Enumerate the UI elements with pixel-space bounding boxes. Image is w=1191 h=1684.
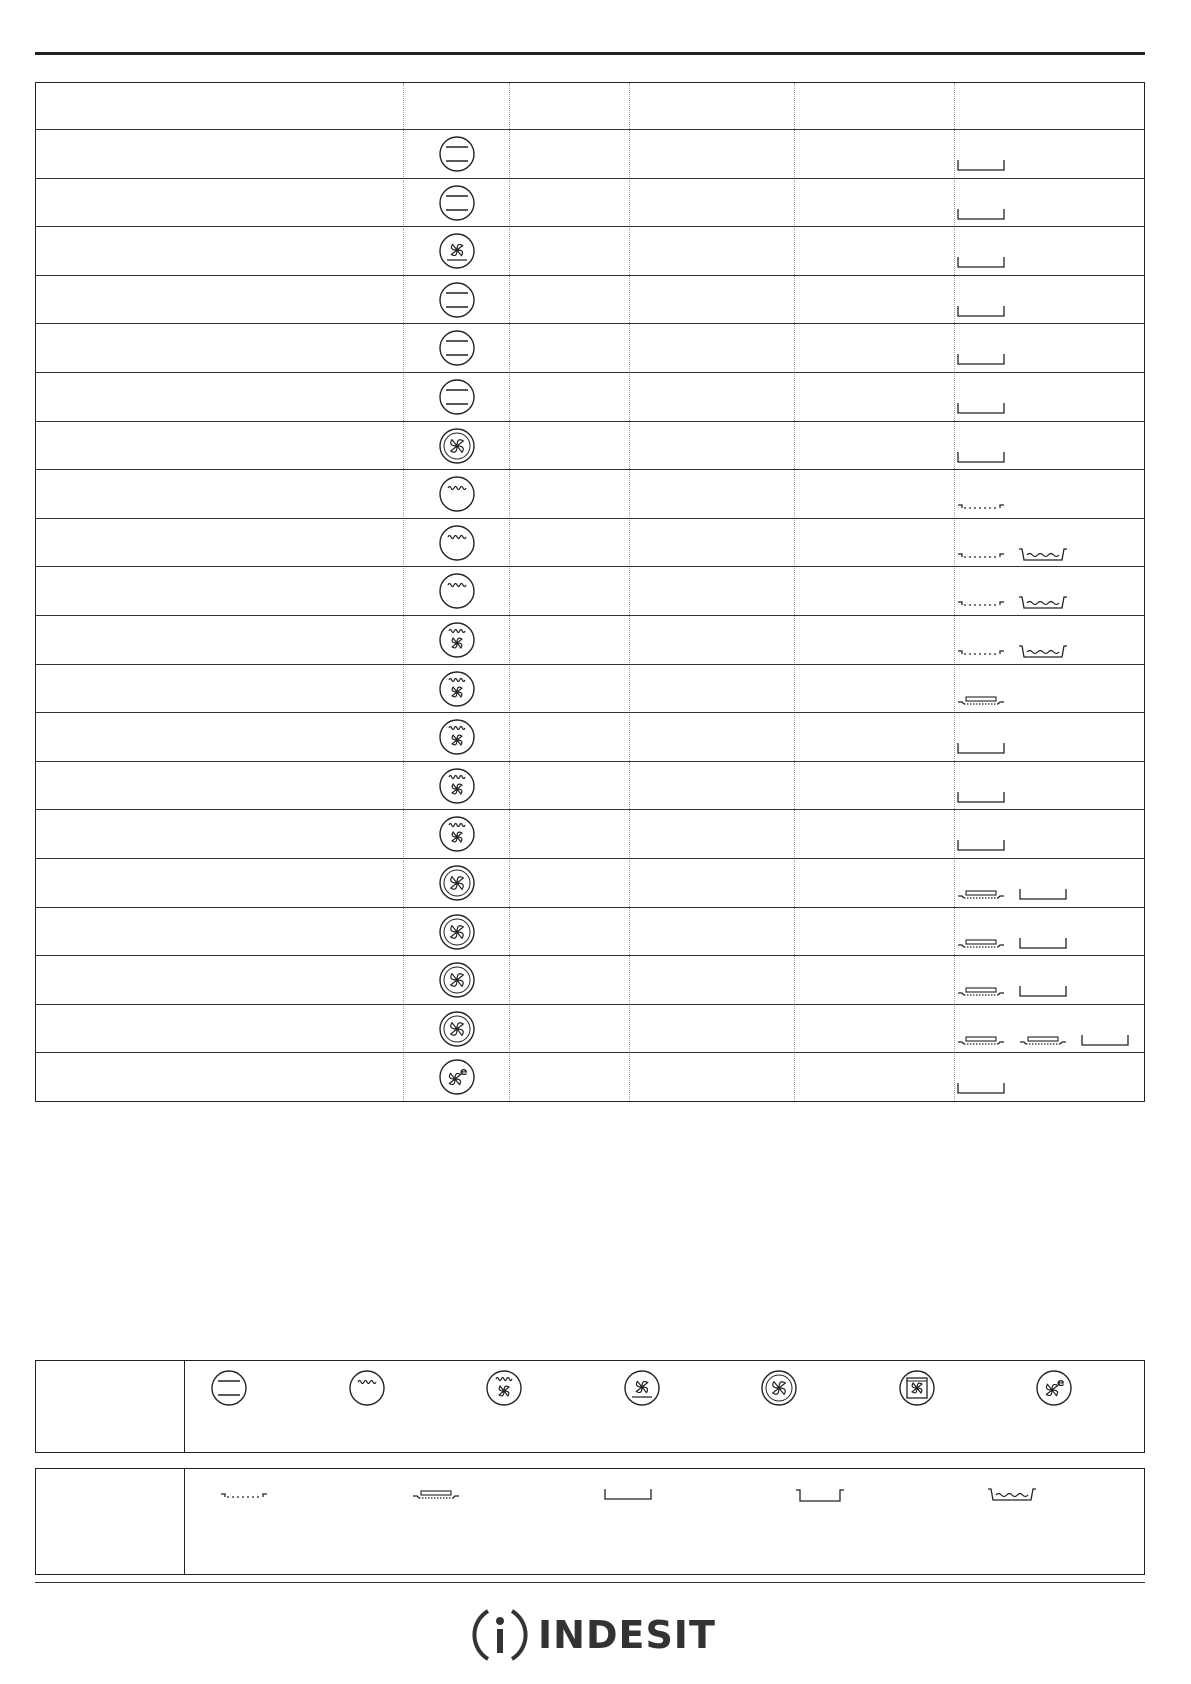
table-row xyxy=(36,1004,1144,1053)
table-row xyxy=(36,955,1144,1004)
drip-tray-icon xyxy=(987,1485,1037,1503)
wire-shelf-icon xyxy=(956,642,1006,660)
convection-bake-icon xyxy=(438,232,476,270)
bottom-rule xyxy=(35,1582,1145,1583)
table-row xyxy=(36,858,1144,907)
accessories-cell xyxy=(956,640,1068,660)
accessories-cell xyxy=(956,300,1006,320)
legend-items xyxy=(184,1469,1144,1574)
grill-icon xyxy=(348,1369,386,1407)
legend-accessory-item xyxy=(603,1485,653,1507)
table-row xyxy=(36,1052,1144,1101)
shelf-with-tray-icon xyxy=(956,691,1006,709)
turbo-grill-icon xyxy=(438,718,476,756)
conventional-icon xyxy=(438,281,476,319)
accessories-cell xyxy=(956,737,1006,757)
accessories-cell xyxy=(956,154,1006,174)
accessories-cell xyxy=(956,1077,1006,1097)
forced-air-icon xyxy=(438,427,476,465)
turbo-grill-icon xyxy=(438,767,476,805)
table-header xyxy=(36,83,1144,129)
tray-icon xyxy=(956,836,1006,854)
accessories-cell xyxy=(956,203,1006,223)
legend-function-item xyxy=(485,1369,523,1411)
function-icon-cell xyxy=(403,227,511,275)
legend-accessory-item xyxy=(795,1485,845,1507)
accessories-cell xyxy=(956,1029,1130,1049)
conventional-icon xyxy=(438,184,476,222)
tray-icon xyxy=(1018,982,1068,1000)
cooking-table xyxy=(35,82,1145,1102)
tray-icon xyxy=(956,739,1006,757)
tray-icon xyxy=(1080,1031,1130,1049)
turbo-grill-icon xyxy=(485,1369,523,1407)
legend-function-item xyxy=(1035,1369,1073,1411)
svg-text:e: e xyxy=(460,1065,468,1079)
tray-icon xyxy=(956,156,1006,174)
forced-air-icon xyxy=(438,864,476,902)
shelf-with-tray-icon xyxy=(956,885,1006,903)
brand-mark-icon xyxy=(468,1603,532,1667)
accessories-cell xyxy=(956,883,1068,903)
table-row xyxy=(36,275,1144,324)
turbo-grill-icon xyxy=(438,621,476,659)
top-rule xyxy=(35,52,1145,55)
deep-tray-icon xyxy=(795,1485,845,1503)
accessories-cell xyxy=(956,786,1006,806)
table-row xyxy=(36,178,1144,227)
accessories-cell xyxy=(956,397,1006,417)
tray-icon xyxy=(956,253,1006,271)
legend-function-item xyxy=(210,1369,248,1411)
table-row xyxy=(36,518,1144,567)
accessories-cell xyxy=(956,932,1068,952)
tray-icon xyxy=(1018,885,1068,903)
table-row xyxy=(36,129,1144,178)
grill-icon xyxy=(438,572,476,610)
table-row xyxy=(36,664,1144,713)
table-row xyxy=(36,226,1144,275)
legend-function-item xyxy=(898,1369,936,1411)
function-icon-cell xyxy=(403,422,511,470)
tray-icon xyxy=(956,350,1006,368)
table-row xyxy=(36,566,1144,615)
legend-accessory-item xyxy=(411,1485,461,1507)
forced-air-icon xyxy=(438,1010,476,1048)
convection-bake-icon xyxy=(623,1369,661,1407)
function-icon-cell xyxy=(403,810,511,858)
eco-forced-air-icon xyxy=(438,1058,476,1096)
drip-tray-icon xyxy=(1018,593,1068,611)
grill-icon xyxy=(438,475,476,513)
tray-icon xyxy=(956,448,1006,466)
tray-icon xyxy=(956,205,1006,223)
table-row xyxy=(36,469,1144,518)
tray-icon xyxy=(956,1079,1006,1097)
accessories-cell xyxy=(956,591,1068,611)
shelf-with-tray-icon xyxy=(956,1031,1006,1049)
legend-accessory-item xyxy=(219,1485,269,1507)
table-row xyxy=(36,809,1144,858)
legend-function-item xyxy=(760,1369,798,1411)
function-icon-cell xyxy=(403,567,511,615)
function-icon-cell xyxy=(403,1005,511,1053)
tray-icon xyxy=(956,399,1006,417)
forced-air-icon xyxy=(760,1369,798,1407)
legend-accessory-item xyxy=(987,1485,1037,1507)
function-icon-cell xyxy=(403,1053,511,1101)
legend-function-item xyxy=(623,1369,661,1411)
tray-icon xyxy=(1018,934,1068,952)
table-row xyxy=(36,712,1144,761)
wire-shelf-icon xyxy=(956,545,1006,563)
turbo-grill-icon xyxy=(438,815,476,853)
function-icon-cell xyxy=(403,908,511,956)
shelf-with-tray-icon xyxy=(411,1485,461,1503)
accessories-cell xyxy=(956,689,1006,709)
function-icon-cell xyxy=(403,956,511,1004)
convection-bake-box-icon xyxy=(898,1369,936,1407)
wire-shelf-icon xyxy=(956,593,1006,611)
function-icon-cell xyxy=(403,373,511,421)
legend-label xyxy=(36,1469,185,1574)
tray-icon xyxy=(603,1485,653,1503)
function-icon-cell xyxy=(403,276,511,324)
wire-shelf-icon xyxy=(956,496,1006,514)
shelf-with-tray-icon xyxy=(956,982,1006,1000)
turbo-grill-icon xyxy=(438,670,476,708)
forced-air-icon xyxy=(438,913,476,951)
table-row xyxy=(36,615,1144,664)
drip-tray-icon xyxy=(1018,642,1068,660)
table-row xyxy=(36,761,1144,810)
function-icon-cell xyxy=(403,713,511,761)
brand-name: INDESIT xyxy=(538,1613,716,1657)
accessories-cell xyxy=(956,543,1068,563)
function-icon-cell xyxy=(403,130,511,178)
tray-icon xyxy=(956,788,1006,806)
drip-tray-icon xyxy=(1018,545,1068,563)
conventional-icon xyxy=(438,329,476,367)
table-row xyxy=(36,421,1144,470)
table-row xyxy=(36,907,1144,956)
function-icon-cell xyxy=(403,616,511,664)
function-icon-cell xyxy=(403,519,511,567)
forced-air-icon xyxy=(438,961,476,999)
accessories-cell xyxy=(956,980,1068,1000)
svg-text:e: e xyxy=(1057,1376,1065,1389)
function-icon-cell xyxy=(403,179,511,227)
accessories-cell xyxy=(956,494,1006,514)
conventional-icon xyxy=(210,1369,248,1407)
legend-accessories xyxy=(35,1468,1145,1575)
tray-icon xyxy=(956,302,1006,320)
table-row xyxy=(36,372,1144,421)
legend-label xyxy=(36,1361,185,1452)
eco-forced-air-icon xyxy=(1035,1369,1073,1407)
accessories-cell xyxy=(956,251,1006,271)
function-icon-cell xyxy=(403,665,511,713)
wire-shelf-icon xyxy=(219,1485,269,1503)
accessories-cell xyxy=(956,348,1006,368)
function-icon-cell xyxy=(403,324,511,372)
legend-items xyxy=(184,1361,1144,1452)
conventional-icon xyxy=(438,378,476,416)
grill-icon xyxy=(438,524,476,562)
conventional-icon xyxy=(438,135,476,173)
legend-functions xyxy=(35,1360,1145,1453)
shelf-with-tray-icon xyxy=(956,934,1006,952)
function-icon-cell xyxy=(403,859,511,907)
legend-function-item xyxy=(348,1369,386,1411)
shelf-with-tray-icon xyxy=(1018,1031,1068,1049)
accessories-cell xyxy=(956,446,1006,466)
accessories-cell xyxy=(956,834,1006,854)
function-icon-cell xyxy=(403,470,511,518)
brand-logo xyxy=(468,1600,718,1670)
function-icon-cell xyxy=(403,762,511,810)
table-row xyxy=(36,323,1144,372)
